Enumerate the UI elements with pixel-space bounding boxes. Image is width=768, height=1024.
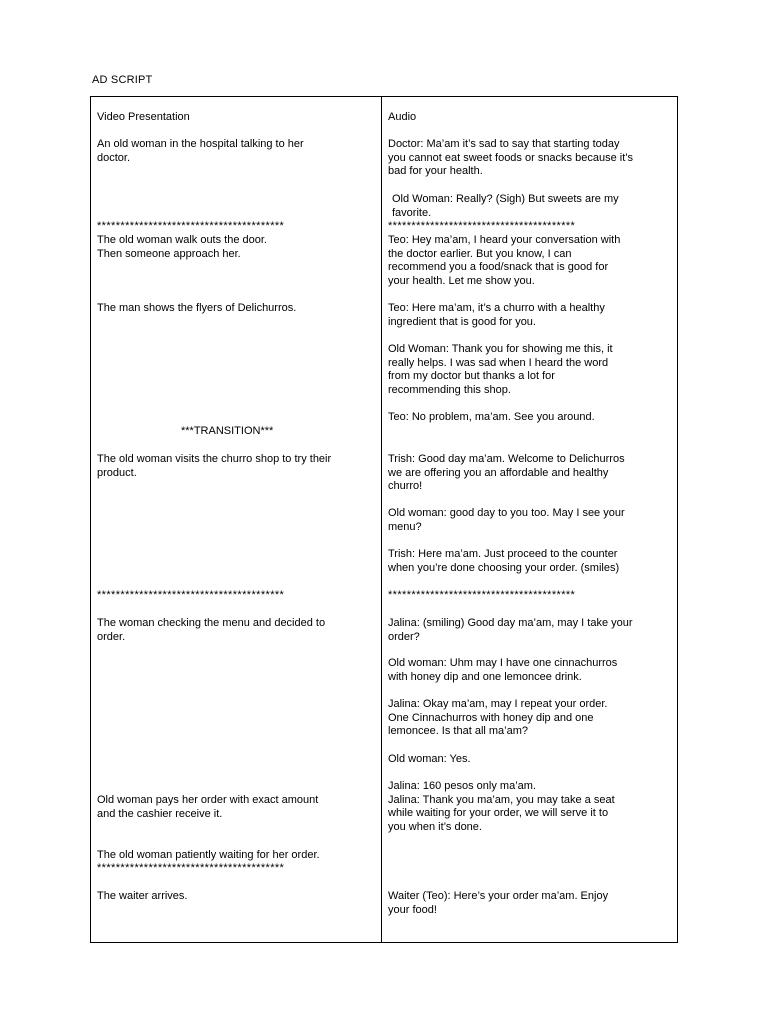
video-separator: **************************************** bbox=[97, 589, 285, 601]
audio-line-old-woman: Old woman: Uhm may I have one cinnachurros with honey dip and one lemoncee drink. bbox=[388, 657, 618, 683]
video-scene-waiter: The waiter arrives. bbox=[97, 890, 188, 902]
video-column-header: Video Presentation bbox=[97, 111, 190, 123]
audio-separator: **************************************** bbox=[388, 589, 576, 601]
audio-line-old-woman: Old woman: Yes. bbox=[388, 753, 471, 765]
video-scene-payment: Old woman pays her order with exact amount and the cashier receive it. bbox=[97, 794, 319, 820]
script-table bbox=[90, 96, 678, 943]
transition-label: ***TRANSITION*** bbox=[181, 425, 274, 437]
video-scene-waiting: The old woman patiently waiting for her order. bbox=[97, 849, 320, 861]
audio-line-jalina: Jalina: (smiling) Good day ma’am, may I take your order? bbox=[388, 617, 633, 643]
audio-line-old-woman: Old Woman: Really? (Sigh) But sweets are my favorite. bbox=[392, 193, 619, 219]
audio-line-waiter: Waiter (Teo): Here’s your order ma’am. Enjoy your food! bbox=[388, 890, 609, 916]
audio-column-header: Audio bbox=[388, 111, 417, 123]
document-title: AD SCRIPT bbox=[92, 74, 153, 86]
audio-line-doctor: Doctor: Ma’am it’s sad to say that starting today you cannot eat sweet foods or snacks because it’s bad for your health. bbox=[388, 138, 633, 178]
audio-line-jalina: Jalina: 160 pesos only ma’am. Jalina: Thank you ma’am, you may take a seat while waiting for your order, we will serve it to you when it’s done. bbox=[388, 780, 615, 834]
audio-line-teo: Teo: Here ma’am, it’s a churro with a healthy ingredient that is good for you. bbox=[388, 302, 605, 328]
video-separator: **************************************** bbox=[97, 862, 285, 874]
video-scene-shop-visit: The old woman visits the churro shop to try their product. bbox=[97, 453, 332, 479]
audio-separator: **************************************** bbox=[388, 220, 576, 232]
audio-line-old-woman: Old Woman: Thank you for showing me this, it really helps. I was sad when I heard the word from my doctor but thanks a lot for recommending this shop. bbox=[388, 343, 613, 397]
audio-line-trish: Trish: Good day ma’am. Welcome to Delichurros we are offering you an affordable and healthy churro! bbox=[388, 453, 625, 493]
video-scene-hospital: An old woman in the hospital talking to her doctor. bbox=[97, 138, 304, 164]
video-separator: **************************************** bbox=[97, 220, 285, 232]
video-scene-walk-out: The old woman walk outs the door. Then someone approach her. bbox=[97, 234, 267, 260]
video-scene-flyers: The man shows the flyers of Delichurros. bbox=[97, 302, 297, 314]
video-scene-menu: The woman checking the menu and decided to order. bbox=[97, 617, 326, 643]
audio-line-jalina: Jalina: Okay ma’am, may I repeat your order. One Cinnachurros with honey dip and one lemoncee. Is that all ma’am? bbox=[388, 698, 608, 738]
audio-line-teo: Teo: Hey ma’am, I heard your conversation with the doctor earlier. But you know, I can recommend you a food/snack that is good for your health. Let me show you. bbox=[388, 234, 621, 288]
audio-line-trish: Trish: Here ma’am. Just proceed to the counter when you’re done choosing your order. (smiles) bbox=[388, 548, 620, 574]
audio-line-teo: Teo: No problem, ma’am. See you around. bbox=[388, 411, 595, 423]
column-divider bbox=[381, 97, 382, 942]
audio-line-old-woman: Old woman: good day to you too. May I see your menu? bbox=[388, 507, 625, 533]
